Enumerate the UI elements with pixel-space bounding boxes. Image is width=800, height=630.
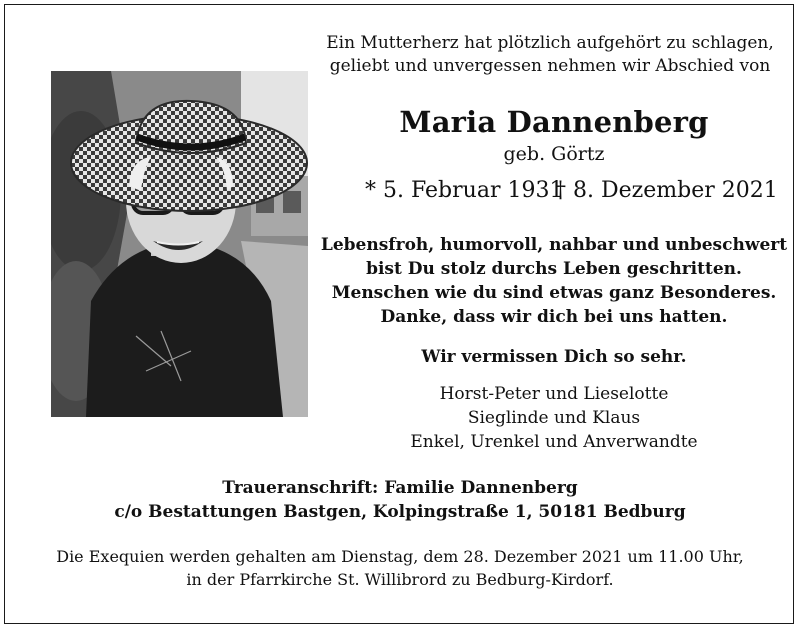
mourner: Horst-Peter und Lieselotte	[439, 384, 669, 404]
deceased-name: Maria Dannenberg	[399, 105, 709, 139]
funeral-info	[0, 545, 800, 591]
maiden-name: geb. Görtz	[503, 143, 605, 165]
birth-date: * 5. Februar 1931	[365, 178, 564, 203]
intro-text	[300, 32, 800, 78]
funeral-line: in der Pfarrkirche St. Willibrord zu Bedburg-Kirdorf.	[186, 570, 614, 589]
memorial-poem	[300, 233, 800, 329]
poem-line: Menschen wie du sind etwas ganz Besonderes.	[331, 283, 777, 303]
address-line: Traueranschrift: Familie Dannenberg	[222, 478, 578, 498]
portrait-illustration	[51, 71, 308, 417]
poem-line: Danke, dass wir dich bei uns hatten.	[380, 307, 728, 327]
mourner: Sieglinde und Klaus	[467, 408, 641, 428]
intro-line: geliebt und unvergessen nehmen wir Abschied von	[329, 56, 771, 76]
mourning-address	[0, 476, 800, 524]
mourners-list	[300, 382, 800, 454]
funeral-line: Die Exequien werden gehalten am Dienstag, dem 28. Dezember 2021 um 11.00 Uhr,	[56, 547, 744, 566]
portrait-photo	[51, 71, 308, 417]
death-date: † 8. Dezember 2021	[555, 178, 778, 203]
poem-line: bist Du stolz durchs Leben geschritten.	[366, 259, 742, 279]
address-line: c/o Bestattungen Bastgen, Kolpingstraße 1, 50181 Bedburg	[114, 502, 686, 522]
miss-you-line: Wir vermissen Dich so sehr.	[421, 347, 687, 367]
intro-line: Ein Mutterherz hat plötzlich aufgehört zu schlagen,	[326, 33, 774, 53]
poem-line: Lebensfroh, humorvoll, nahbar und unbeschwert	[320, 235, 788, 255]
mourner: Enkel, Urenkel und Anverwandte	[410, 432, 698, 452]
